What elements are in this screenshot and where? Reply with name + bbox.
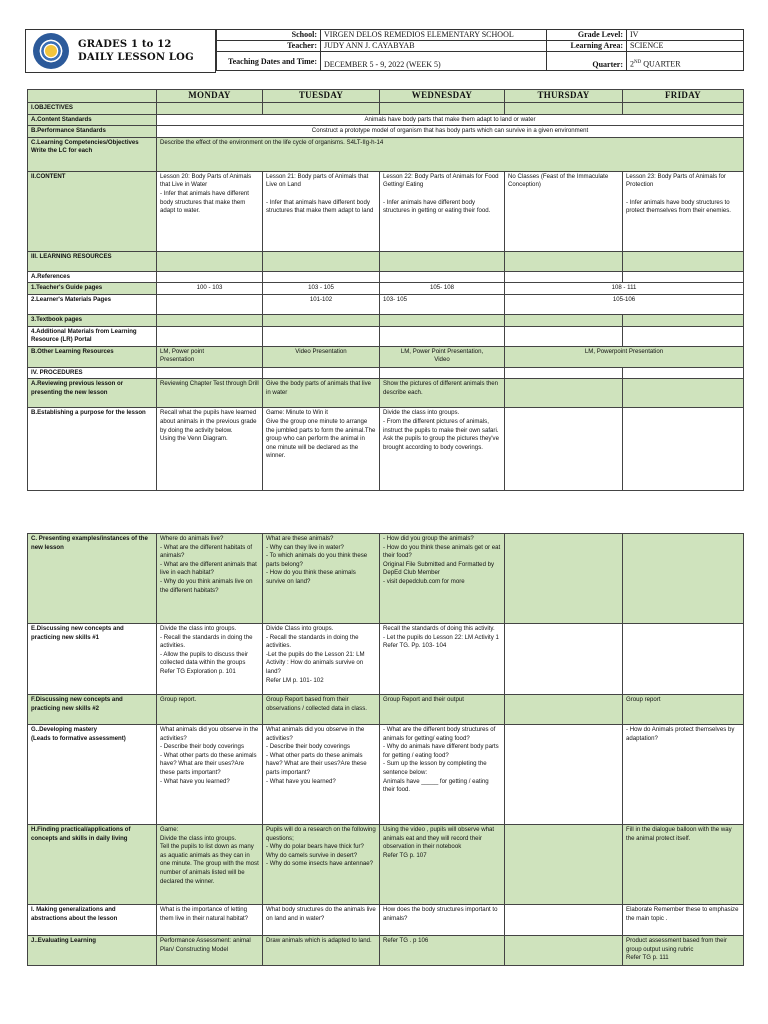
practical-tuesday: Pupils will do a research on the following questions; - Why do polar bears have thick fur? Why do camels survive in desert? - Why do some insects have antennae? — [263, 825, 380, 905]
discussing-2-friday: Group report — [623, 695, 744, 725]
title-line-2: DAILY LESSON LOG — [78, 52, 194, 63]
row-practical-label: H.Finding practical/applications of concepts and skills in daily living — [28, 825, 157, 905]
row-generalizations-label: I. Making generalizations and abstractions about the lesson — [28, 905, 157, 936]
quarter-value — [627, 52, 744, 71]
review-tuesday: Give the body parts of animals that live in water — [263, 379, 380, 408]
header-info-table — [216, 29, 744, 71]
mastery-friday: - How do Animals protect themselves by adaptation? — [623, 725, 744, 825]
row-performance-standards-label: B.Performance Standards — [28, 126, 157, 138]
content-thursday: No Classes (Feast of the Immaculate Conception) — [505, 171, 623, 251]
content-standards-value: Animals have body parts that make them adapt to land or water — [157, 114, 744, 126]
evaluating-tuesday: Draw animals which is adapted to land. — [263, 936, 380, 966]
quarter-number: 2 — [630, 60, 634, 69]
row-resources-label: III. LEARNING RESOURCES — [28, 251, 157, 271]
day-monday: MONDAY — [157, 90, 263, 103]
mastery-tuesday: What animals did you observe in the activities? - Describe their body coverings - What other parts do these animals have? What are their uses?Are these parts important? - What have you learned? — [263, 725, 380, 825]
generalizations-monday: What is the importance of letting them live in their natural habitat? — [157, 905, 263, 936]
day-tuesday: TUESDAY — [263, 90, 380, 103]
title-line-1: GRADES 1 to 12 — [78, 39, 172, 50]
lm-wednesday: 103- 105 — [380, 294, 505, 314]
day-friday: FRIDAY — [623, 90, 744, 103]
row-references-label: A.References — [28, 271, 157, 283]
other-wednesday: LM, Power Point Presentation, Video — [380, 346, 505, 367]
purpose-tuesday: Game: Minute to Win it Give the group one minute to arrange the jumbled parts to form the animal.The group who can perform the animal in one minute will be declared as the winner. — [263, 408, 380, 491]
tg-wednesday: 105- 108 — [380, 283, 505, 295]
generalizations-friday: Elaborate Remember these to emphasize the main topic . — [623, 905, 744, 936]
practical-monday: Game: Divide the class into groups. Tell the pupils to list down as many as aquatic animals as they can in one minute. The group with the most number of animals listed will be declared the winner. — [157, 825, 263, 905]
discussing-1-tuesday: Divide Class into groups. - Recall the standards in doing the activities. -Let the pupils do the Lesson 21: LM Activity : How do animals survive on land? Refer LM p. 101- 102 — [263, 624, 380, 695]
other-monday: LM, Power point Presentation — [157, 346, 263, 367]
mastery-wednesday: - What are the different body structures of animals for getting/ eating food? - Why do animals have different body parts for getting / eating food? - Sum up the lesson by completing the sentence below: Animals have _____ for getting / eating their food. — [380, 725, 505, 825]
row-lr-portal-label: 4.Additional Materials from Learning Resource (LR) Portal — [28, 326, 157, 346]
quarter-word: QUARTER — [641, 60, 681, 69]
lm-tuesday: 101-102 — [263, 294, 380, 314]
quarter-label: Quarter: — [547, 52, 627, 71]
row-evaluating-label: J..Evaluating Learning — [28, 936, 157, 966]
tg-thursday-friday: 108 - 111 — [505, 283, 744, 295]
generalizations-wednesday: How does the body structures important to animals? — [380, 905, 505, 936]
row-content-label: II.CONTENT — [28, 171, 157, 251]
practical-friday: Fill in the dialogue balloon with the way the animal protect itself. — [623, 825, 744, 905]
school-value: VIRGEN DELOS REMEDIOS ELEMENTARY SCHOOL — [321, 30, 547, 41]
mastery-monday: What animals did you observe in the activities? - Describe their body coverings - What other parts do these animals have? What are their uses?Are these parts important? - What have you learned? — [157, 725, 263, 825]
row-tg-label: 1.Teacher's Guide pages — [28, 283, 157, 295]
practical-wednesday: Using the video , pupils will observe what animals eat and they will record their observation in their notebook Refer TG p. 107 — [380, 825, 505, 905]
content-tuesday: Lesson 21: Body parts of Animals that Live on Land - Infer that animals have different body structures that make them adapt to land — [263, 171, 380, 251]
area-value: SCIENCE — [627, 41, 744, 52]
content-friday: Lesson 23: Body Parts of Animals for Protection - Infer animals have body structures to protect themselves from their enemies. — [623, 171, 744, 251]
corner-cell — [28, 90, 157, 103]
discussing-1-wednesday: Recall the standards of doing this activity. - Let the pupils do Lesson 22: LM Activity 1 Refer TG. Pp. 103- 104 — [380, 624, 505, 695]
quarter-suffix: ND — [634, 60, 642, 66]
row-procedures-label: IV. PROCEDURES — [28, 367, 157, 379]
other-thursday-friday: LM, Powerpoint Presentation — [505, 346, 744, 367]
other-tuesday: Video Presentation — [263, 346, 380, 367]
tg-tuesday: 103 - 105 — [263, 283, 380, 295]
row-lm-label: 2.Learner's Materials Pages — [28, 294, 157, 314]
lm-thursday-friday: 105-106 — [505, 294, 744, 314]
evaluating-wednesday: Refer TG . p 106 — [380, 936, 505, 966]
evaluating-friday: Product assessment based from their group output using rubric Refer TG p. 111 — [623, 936, 744, 966]
discussing-1-monday: Divide the class into groups. - Recall the standards in doing the activities. - Allow the pupils to discuss their collected data within the groups Refer TG Exploration p. 101 — [157, 624, 263, 695]
teacher-value: JUDY ANN J. CAYABYAB — [321, 41, 547, 52]
dll-title-box — [25, 29, 216, 73]
row-discussing-2-label: F.Discussing new concepts and practicing new skills #2 — [28, 695, 157, 725]
row-objectives-label: I.OBJECTIVES — [28, 103, 157, 115]
tg-monday: 100 - 103 — [157, 283, 263, 295]
purpose-wednesday: Divide the class into groups. - From the different pictures of animals, instruct the pupils to make their own safari. Ask the pupils to group the pictures they've brought according to body coverings. — [380, 408, 505, 491]
area-label: Learning Area: — [547, 41, 627, 52]
examples-tuesday: What are these animals? - Why can they live in water? - To which animals do you think these parts belong? - How do you think these animals survive on land? — [263, 534, 380, 624]
row-examples-label: C. Presenting examples/instances of the new lesson — [28, 534, 157, 624]
lesson-log-table-2 — [27, 533, 744, 966]
day-wednesday: WEDNESDAY — [380, 90, 505, 103]
lesson-log-table-1 — [27, 89, 744, 491]
competencies-value: Describe the effect of the environment on the life cycle of organisms. S4LT-IIg-h-14 — [157, 137, 744, 171]
grade-label: Grade Level: — [547, 30, 627, 41]
row-discussing-1-label: E.Discussing new concepts and practicing new skills #1 — [28, 624, 157, 695]
row-competencies-label: C.Learning Competencies/Objectives Write the LC for each — [28, 137, 157, 171]
examples-wednesday: - How did you group the animals? - How do you think these animals get or eat their food? Original File Submitted and Formatted by DepEd Club Member - visit depedclub.com for more — [380, 534, 505, 624]
grade-value: IV — [627, 30, 744, 41]
review-monday: Reviewing Chapter Test through Drill — [157, 379, 263, 408]
discussing-2-monday: Group report. — [157, 695, 263, 725]
examples-monday: Where do animals live? - What are the different habitats of animals? - What are the different animals that live in each habitat? - Why do you think animals live on the different habitats? — [157, 534, 263, 624]
discussing-2-tuesday: Group Report based from their observations / collected data in class. — [263, 695, 380, 725]
row-textbook-label: 3.Textbook pages — [28, 314, 157, 326]
row-content-standards-label: A.Content Standards — [28, 114, 157, 126]
row-other-resources-label: B.Other Learning Resources — [28, 346, 157, 367]
school-label: School: — [217, 30, 321, 41]
deped-seal-icon — [33, 33, 69, 69]
evaluating-monday: Performance Assessment: animal Plan/ Constructing Model — [157, 936, 263, 966]
row-mastery-label: G..Developing mastery (Leads to formative assessment) — [28, 725, 157, 825]
purpose-monday: Recall what the pupils have learned about animals in the previous grade by doing the activity below. Using the Venn Diagram. — [157, 408, 263, 491]
row-purpose-label: B.Establishing a purpose for the lesson — [28, 408, 157, 491]
discussing-2-wednesday: Group Report and their output — [380, 695, 505, 725]
day-thursday: THURSDAY — [505, 90, 623, 103]
content-wednesday: Lesson 22: Body Parts of Animals for Food Getting/ Eating - Infer animals have different body structures in getting or eating their food. — [380, 171, 505, 251]
dates-label: Teaching Dates and Time: — [217, 52, 321, 71]
review-wednesday: Show the pictures of different animals then describe each. — [380, 379, 505, 408]
performance-standards-value: Construct a prototype model of organism that has body parts which can survive in a given environment — [157, 126, 744, 138]
row-review-label: A.Reviewing previous lesson or presenting the new lesson — [28, 379, 157, 408]
teacher-label: Teacher: — [217, 41, 321, 52]
content-monday: Lesson 20: Body Parts of Animals that Live in Water - Infer that animals have different body structures that make them adapt to water. — [157, 171, 263, 251]
dates-value: DECEMBER 5 - 9, 2022 (WEEK 5) — [321, 52, 547, 71]
generalizations-tuesday: What body structures do the animals live on land and in water? — [263, 905, 380, 936]
